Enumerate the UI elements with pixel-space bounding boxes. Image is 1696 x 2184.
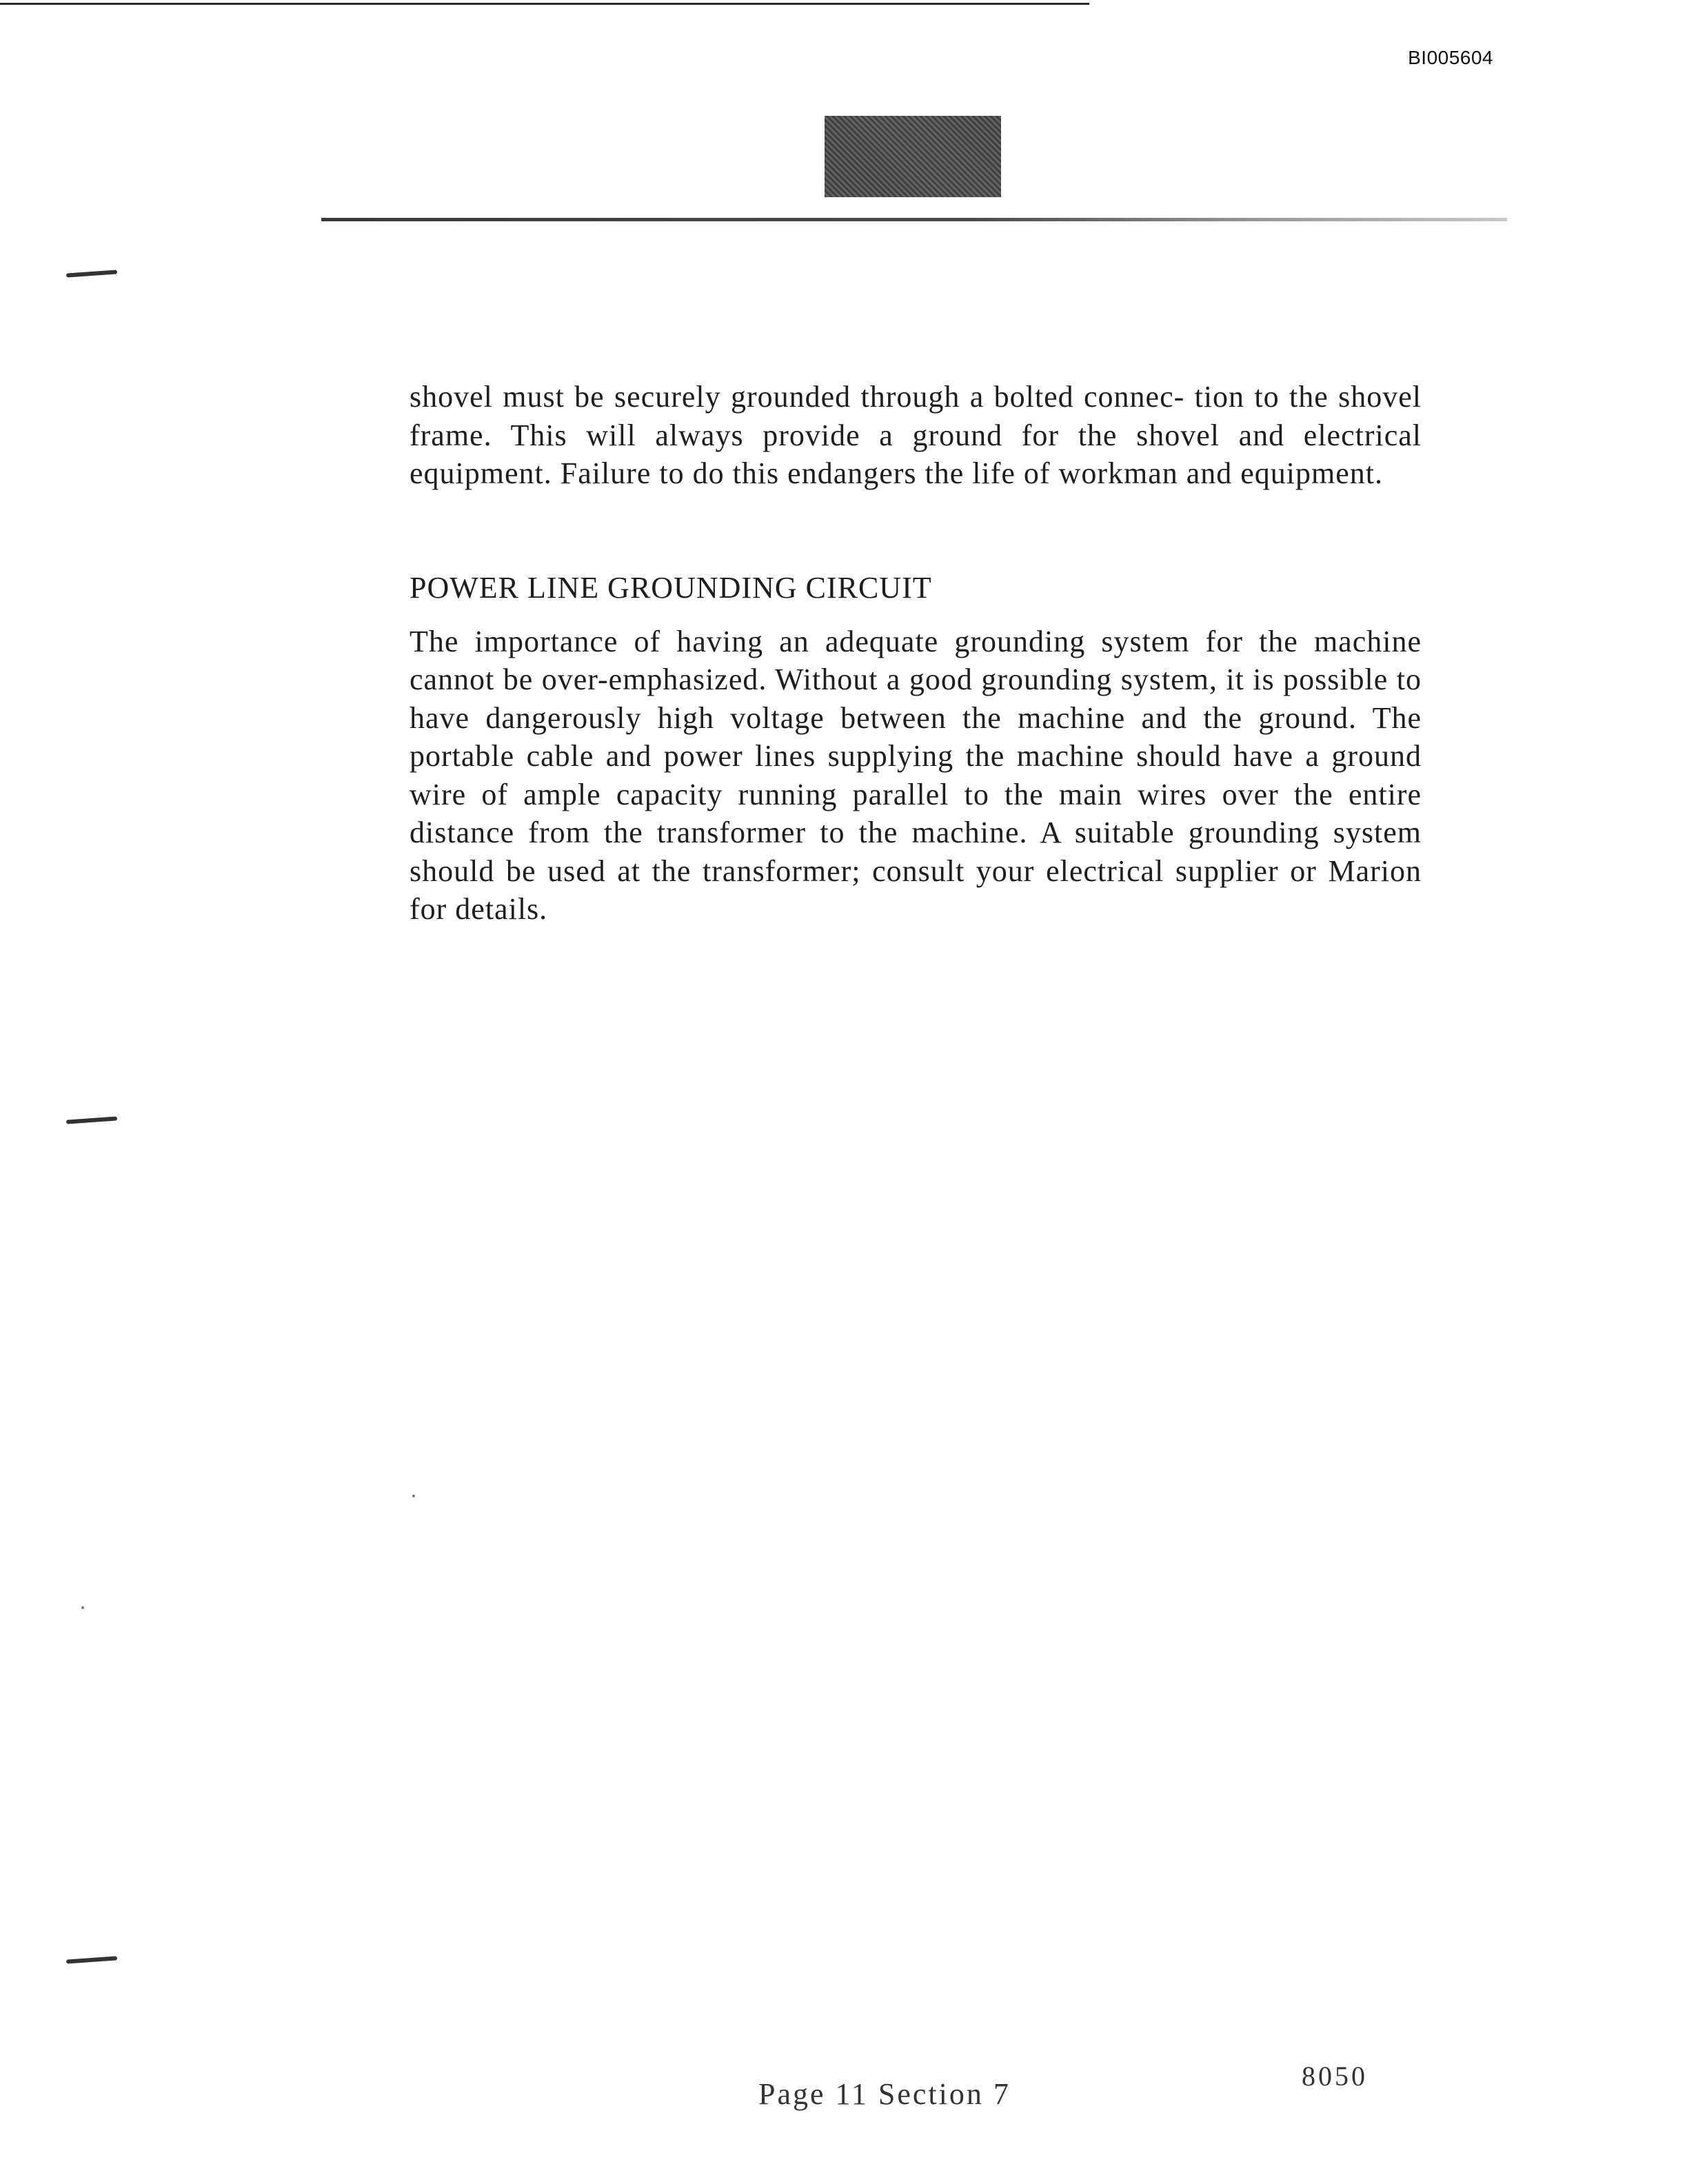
- document-id: BI005604: [1408, 47, 1493, 68]
- paragraph-grounding-importance: The importance of having an adequate grounding system for the machine cannot be over-emphasized. Without a good grounding system, it is possible to have dangerously high voltage between the machine and the ground. The portable cable and power lines supplying the machine should have a ground wire of ample capacity running parallel to the main wires over the entire distance from the transformer to the machine. A suitable grounding system should be used at the transformer; consult your electrical supplier or Marion for details.: [410, 624, 1422, 926]
- binder-hole-mark: [66, 270, 117, 277]
- section-title: POWER LINE GROUNDING CIRCUIT: [410, 570, 932, 605]
- header-rule: [321, 218, 1507, 221]
- company-logo: [825, 116, 1001, 197]
- page-content: [410, 378, 1422, 929]
- model-number: 8050: [1302, 2061, 1368, 2092]
- scan-speck: [81, 1606, 84, 1609]
- paragraph-grounding-connection: shovel must be securely grounded through a bolted connec- tion to the shovel frame. This will always provide a ground for the shovel and electrical equipment. Failure to do this endangers the life of workman and equipment.: [410, 380, 1422, 490]
- scan-speck: [412, 1495, 415, 1497]
- page-number: Page 11 Section 7: [758, 2077, 1011, 2111]
- binder-hole-mark: [66, 1956, 117, 1963]
- scan-top-edge-line: [0, 3, 1089, 5]
- binder-hole-mark: [66, 1116, 117, 1124]
